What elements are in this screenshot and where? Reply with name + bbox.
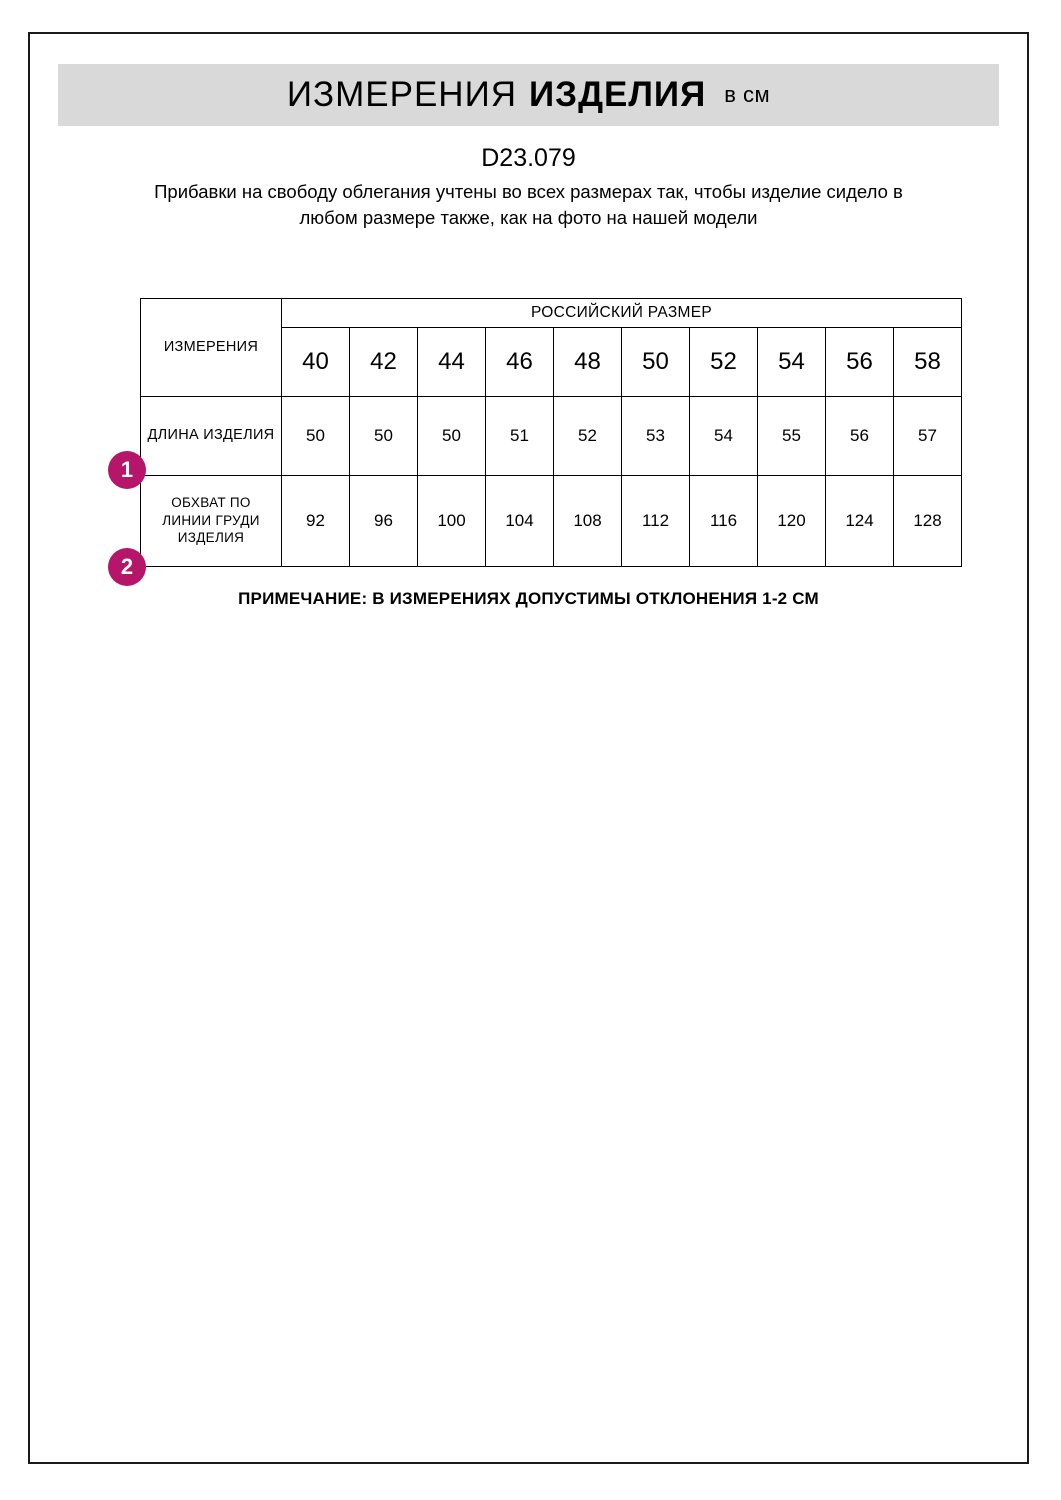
document-title-band — [58, 64, 999, 126]
measure-value: 54 — [690, 396, 758, 475]
measure-value: 50 — [282, 396, 350, 475]
measure-value: 112 — [622, 475, 690, 566]
title-unit: в см — [724, 82, 771, 107]
measure-value: 128 — [894, 475, 962, 566]
document-content — [30, 34, 1027, 609]
size-table-wrapper — [30, 298, 1027, 579]
size-header-cell: 44 — [418, 327, 486, 396]
size-header-cell: 58 — [894, 327, 962, 396]
table-corner-label: ИЗМЕРЕНИЯ — [141, 298, 282, 396]
document-page — [28, 32, 1029, 1464]
measure-value: 100 — [418, 475, 486, 566]
article-description: Прибавки на свободу облегания учтены во всех размерах так, чтобы изделие сидело в любом размере также, как на фото на нашей модели — [154, 181, 903, 229]
size-header-cell: 46 — [486, 327, 554, 396]
size-header-cell: 48 — [554, 327, 622, 396]
table-group-header-row — [141, 298, 962, 327]
table-group-header: РОССИЙСКИЙ РАЗМЕР — [282, 298, 962, 327]
measurement-note: ПРИМЕЧАНИЕ: В ИЗМЕРЕНИЯХ ДОПУСТИМЫ ОТКЛОНЕНИЯ 1-2 СМ — [238, 588, 819, 608]
article-code: D23.079 — [481, 144, 576, 172]
measure-label: ДЛИНА ИЗДЕЛИЯ — [141, 396, 282, 475]
measure-value: 50 — [418, 396, 486, 475]
measure-value: 92 — [282, 475, 350, 566]
title-measurements: ИЗМЕРЕНИЯ — [286, 75, 518, 114]
measure-value: 116 — [690, 475, 758, 566]
size-header-cell: 40 — [282, 327, 350, 396]
size-header-cell: 52 — [690, 327, 758, 396]
measure-value: 120 — [758, 475, 826, 566]
size-header-cell: 50 — [622, 327, 690, 396]
row-marker-1: 1 — [108, 451, 146, 489]
measure-value: 51 — [486, 396, 554, 475]
measure-value: 96 — [350, 475, 418, 566]
measure-value: 55 — [758, 396, 826, 475]
measure-label: ОБХВАТ ПО ЛИНИИ ГРУДИ ИЗДЕЛИЯ — [141, 475, 282, 566]
size-table — [140, 298, 962, 567]
table-row — [141, 475, 962, 566]
measure-value: 53 — [622, 396, 690, 475]
measure-value: 108 — [554, 475, 622, 566]
measure-value: 57 — [894, 396, 962, 475]
size-header-cell: 56 — [826, 327, 894, 396]
measure-value: 104 — [486, 475, 554, 566]
measure-value: 50 — [350, 396, 418, 475]
title-product: ИЗДЕЛИЯ — [529, 75, 707, 114]
measure-value: 52 — [554, 396, 622, 475]
measure-value: 124 — [826, 475, 894, 566]
size-header-cell: 54 — [758, 327, 826, 396]
measure-value: 56 — [826, 396, 894, 475]
table-row — [141, 396, 962, 475]
size-header-cell: 42 — [350, 327, 418, 396]
row-marker-2: 2 — [108, 548, 146, 586]
